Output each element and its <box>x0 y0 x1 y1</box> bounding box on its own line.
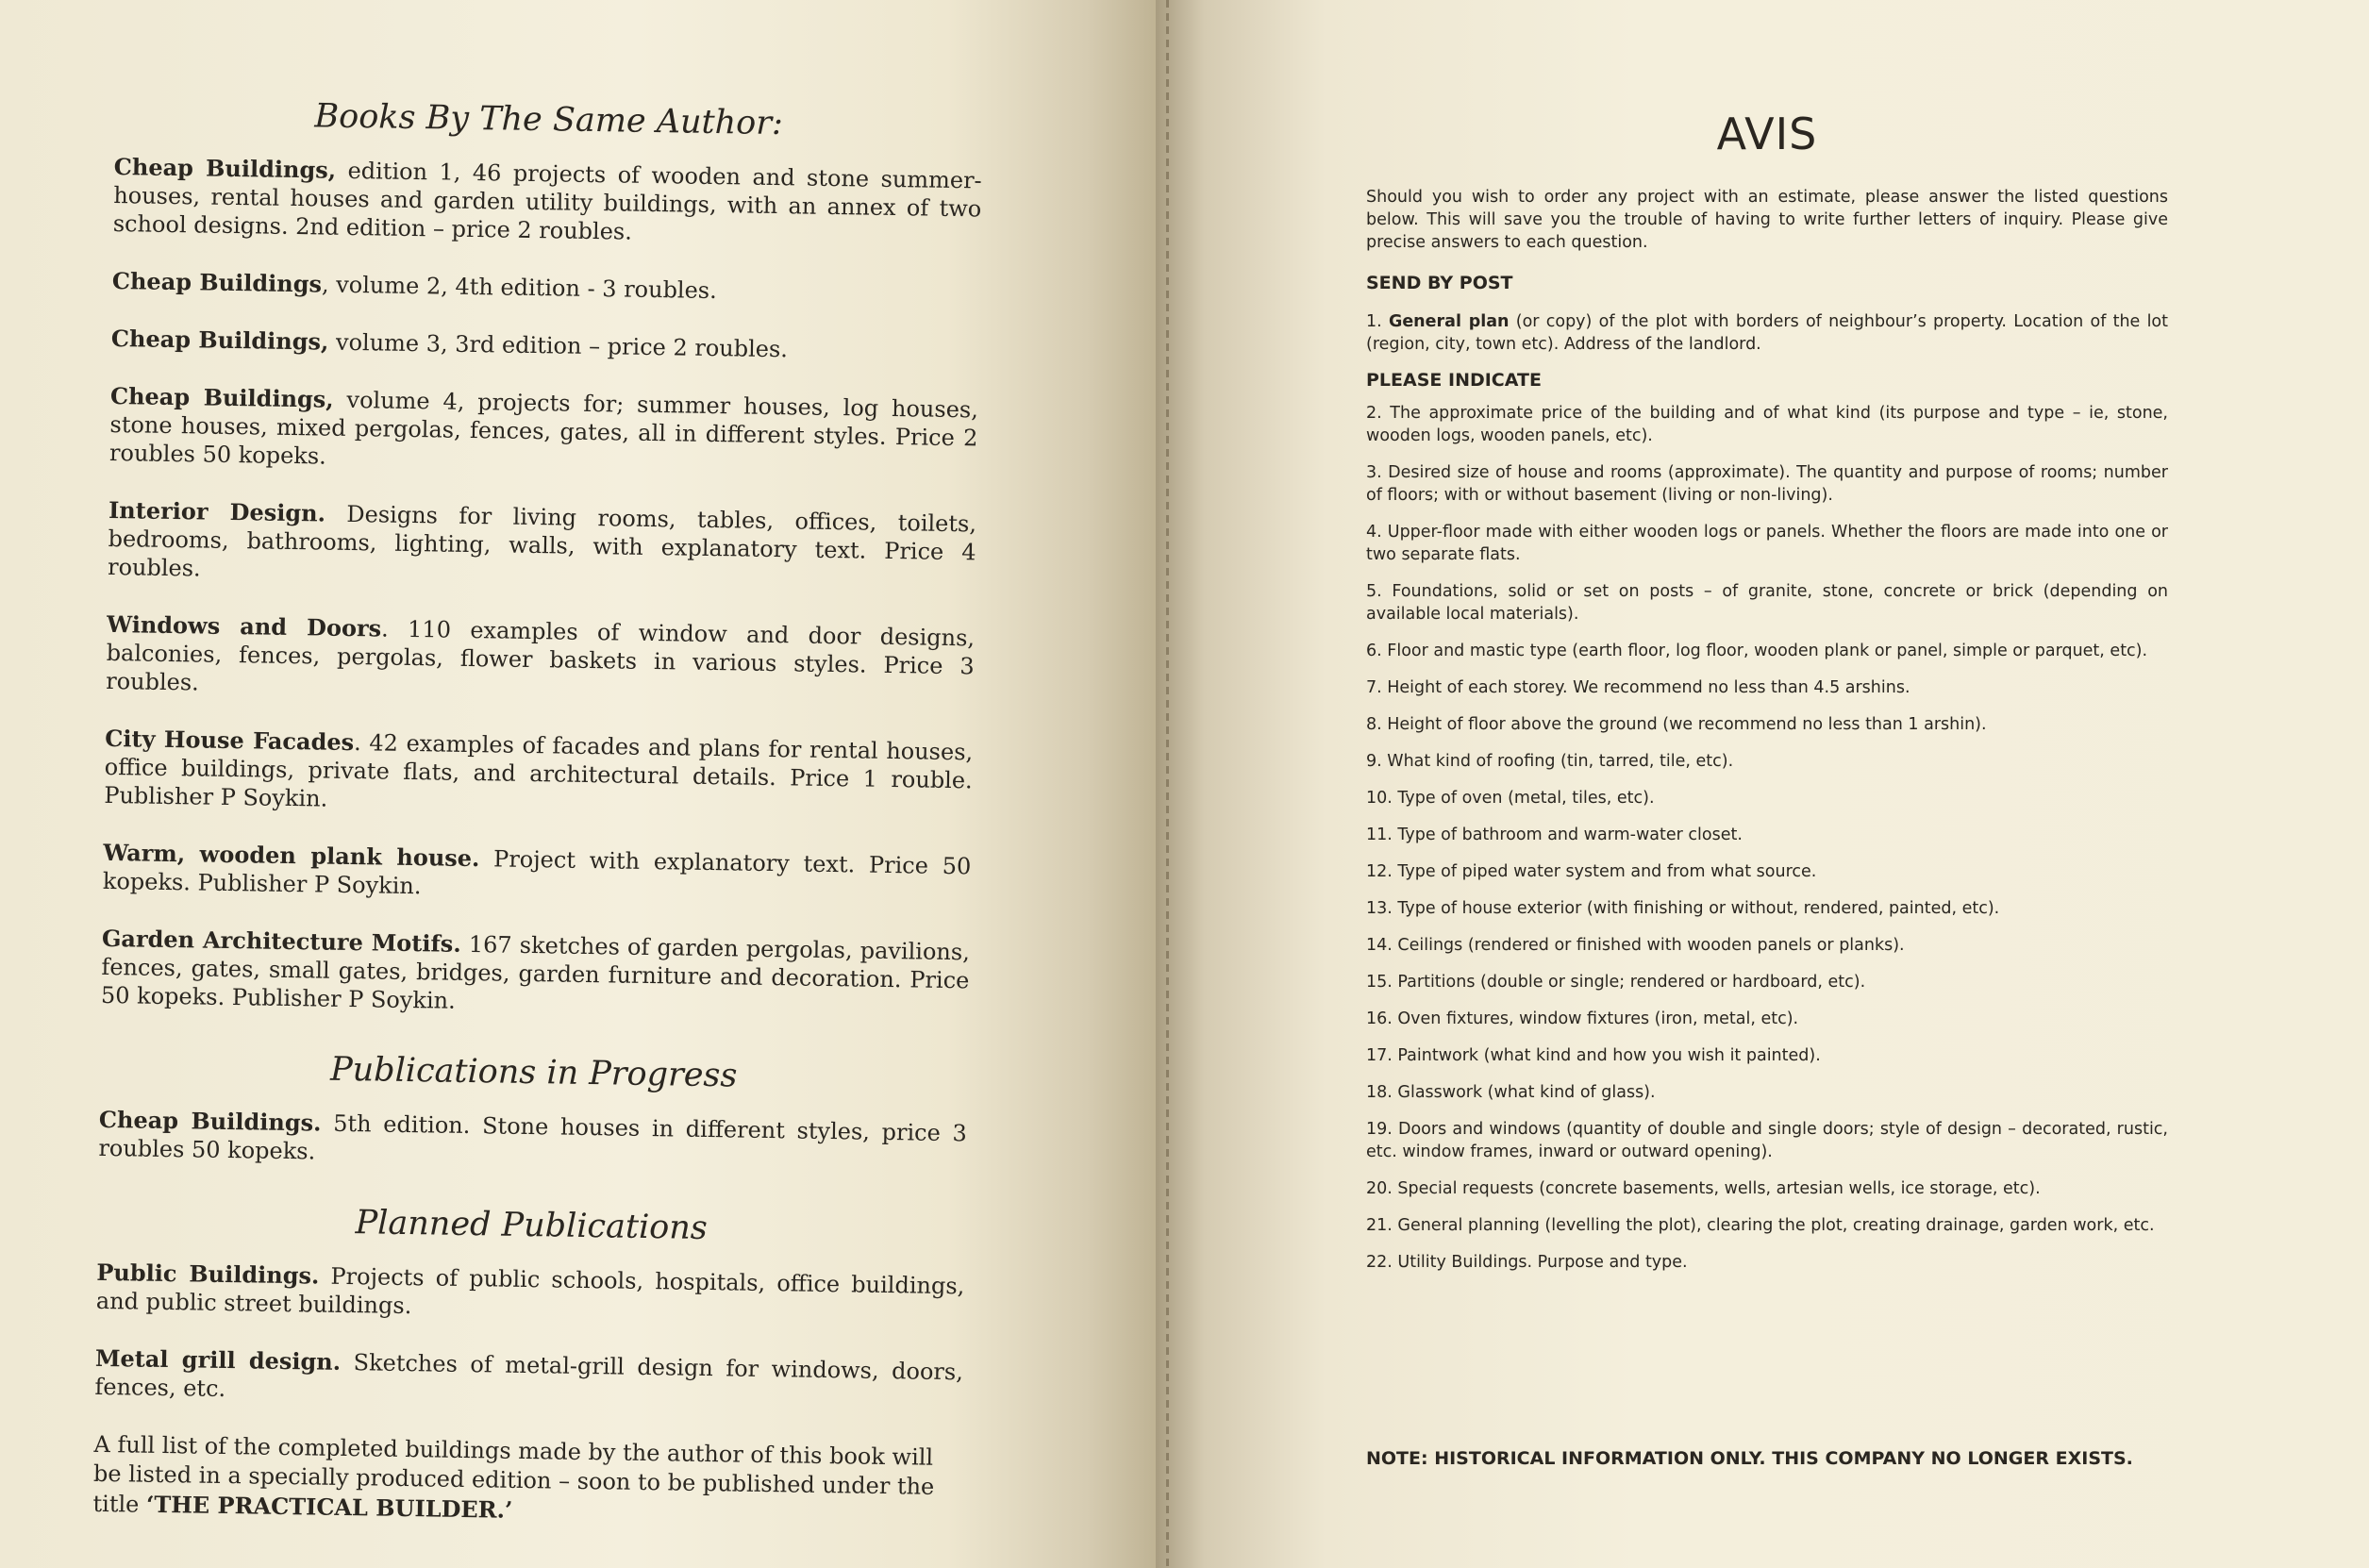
question-item: 20. Special requests (concrete basements, wells, artesian wells, ice storage, etc). <box>1366 1179 2041 1198</box>
question-item: 9. What kind of roofing (tin, tarred, tile, etc). <box>1366 752 1734 771</box>
book-entry-title: Cheap Buildings, <box>109 381 334 413</box>
please-indicate-heading: PLEASE INDICATE <box>1366 370 1542 391</box>
progress-entry-title: Cheap Buildings. <box>98 1105 322 1137</box>
question-item-1 <box>1366 310 2168 356</box>
book-entry <box>104 725 973 823</box>
book-entry <box>109 382 978 480</box>
question-item: 8. Height of floor above the ground (we recommend no less than 1 arshin). <box>1366 715 1987 734</box>
book-entry <box>111 325 979 366</box>
question-item: 10. Type of oven (metal, tiles, etc). <box>1366 789 1655 808</box>
planned-entry-title: Metal grill design. <box>94 1343 342 1376</box>
progress-entry <box>98 1106 967 1176</box>
historical-note: NOTE: HISTORICAL INFORMATION ONLY. THIS COMPANY NO LONGER EXISTS. <box>1366 1448 2133 1469</box>
book-entry <box>112 267 980 309</box>
book-entry-title: Cheap Buildings, <box>113 152 337 184</box>
book-entry-text: . 42 examples of facades and plans for rental houses, office buildings, private flats, and architectural details. Price 1 rouble. Publisher P Soykin. <box>104 729 974 812</box>
book-entry-text: 167 sketches of garden pergolas, pavilions, fences, gates, small gates, bridges, garden furniture and decoration. Price 50 kopeks. Publisher P Soykin. <box>100 930 971 1014</box>
question-item: 19. Doors and windows (quantity of double and single doors; style of design – decorated, rustic, etc. window frames, inward or outward opening). <box>1366 1120 2168 1161</box>
question-item: 5. Foundations, solid or set on posts – of granite, stone, concrete or brick (depending on available local materials). <box>1366 582 2168 624</box>
question-item: 15. Partitions (double or single; rendered or hardboard, etc). <box>1366 973 1866 992</box>
full-list-note-text: A full list of the completed buildings made by the author of this book will be listed in a specially produced edition – soon to be published under the title <box>92 1430 935 1518</box>
left-page <box>0 0 1156 1568</box>
question-item: 13. Type of house exterior (with finishing or without, rendered, painted, etc). <box>1366 899 2000 918</box>
planned-entry-title: Public Buildings. <box>96 1258 320 1290</box>
book-entry <box>106 610 975 709</box>
question-item: 14. Ceilings (rendered or finished with wooden panels or planks). <box>1366 936 1905 955</box>
general-plan-label: General plan <box>1388 312 1510 331</box>
books-by-author-heading: Books By The Same Author: <box>314 97 784 143</box>
planned-entry <box>94 1344 963 1414</box>
book-entry-title: Cheap Buildings <box>111 266 323 298</box>
book-entry <box>108 496 976 594</box>
book-entry-text: Designs for living rooms, tables, offices, toilets, bedrooms, bathrooms, lighting, walls, with explanatory text. Price 4 roubles. <box>107 500 977 582</box>
questions-list <box>1366 402 2168 1274</box>
question-item: 22. Utility Buildings. Purpose and type. <box>1366 1253 1688 1272</box>
book-entry-text: volume 3, 3rd edition – price 2 roubles. <box>328 328 789 363</box>
book-entry-title: Garden Architecture Motifs. <box>101 924 461 958</box>
book-entry-title: Interior Design. <box>108 495 326 527</box>
book-entry-title: Warm, wooden plank house. <box>103 838 480 873</box>
book-entry-title: City House Facades <box>105 724 355 757</box>
book-entry-text: . 110 examples of window and door designs, balconies, fences, pergolas, flower baskets in various styles. Price 3 roubles. <box>106 615 976 696</box>
book-entry <box>113 153 982 251</box>
book-entry-text: edition 1, 46 projects of wooden and stone summer-houses, rental houses and garden utility buildings, with an annex of two school designs. 2nd edition – price 2 roubles. <box>112 157 982 245</box>
question-1-text: (or copy) of the plot with borders of neighbour’s property. Location of the lot (region, city, town etc). Address of the landlord. <box>1366 312 2169 354</box>
question-1-number: 1. <box>1366 312 1389 331</box>
left-column <box>92 94 983 1555</box>
question-item: 21. General planning (levelling the plot), clearing the plot, creating drainage, garden work, etc. <box>1366 1216 2155 1235</box>
question-item: 2. The approximate price of the building and of what kind (its purpose and type – ie, stone, wooden logs, wooden panels, etc). <box>1366 404 2168 445</box>
book-entry-text: Project with explanatory text. Price 50 kopeks. Publisher P Soykin. <box>102 845 972 900</box>
practical-builder-title: ‘THE PRACTICAL BUILDER.’ <box>145 1490 513 1524</box>
binding-thread <box>1166 0 1169 1568</box>
progress-list <box>98 1106 967 1176</box>
intro-paragraph: Should you wish to order any project with an estimate, please answer the listed questions below. This will save you the trouble of having to write further letters of inquiry. Please give precise answers to each question. <box>1366 188 2168 252</box>
question-item: 4. Upper-floor made with either wooden logs or panels. Whether the floors are made into one or two separate flats. <box>1366 523 2168 564</box>
right-column <box>1366 108 2169 1469</box>
planned-publications-heading: Planned Publications <box>355 1204 709 1248</box>
question-item: 11. Type of bathroom and warm-water closet. <box>1366 826 1743 844</box>
planned-list <box>94 1259 964 1414</box>
progress-entry-text: 5th edition. Stone houses in different styles, price 3 roubles 50 kopeks. <box>98 1109 968 1165</box>
question-item: 17. Paintwork (what kind and how you wish it painted). <box>1366 1046 1821 1065</box>
avis-heading: AVIS <box>1716 108 1818 159</box>
full-list-note <box>92 1430 961 1532</box>
books-list <box>101 153 982 1023</box>
book-entry <box>103 839 972 909</box>
book-entry-text: , volume 2, 4th edition - 3 roubles. <box>321 271 717 305</box>
book-entry <box>101 925 970 1023</box>
question-item: 18. Glasswork (what kind of glass). <box>1366 1083 1656 1102</box>
book-entry-text: volume 4, projects for; summer houses, log houses, stone houses, mixed pergolas, fences, gates, all in different styles. Price 2 roubles 50 kopeks. <box>108 386 979 470</box>
publications-in-progress-heading: Publications in Progress <box>329 1050 738 1095</box>
question-item: 3. Desired size of house and rooms (approximate). The quantity and purpose of rooms; number of floors; with or without basement (living or non-living). <box>1366 463 2168 505</box>
planned-entry <box>96 1259 965 1328</box>
question-item: 16. Oven fixtures, window fixtures (iron, metal, etc). <box>1366 1009 1799 1028</box>
planned-entry-text: Sketches of metal-grill design for windows, doors, fences, etc. <box>94 1348 964 1403</box>
send-by-post-heading: SEND BY POST <box>1366 273 1513 293</box>
planned-entry-text: Projects of public schools, hospitals, office buildings, and public street buildings. <box>95 1262 965 1320</box>
question-item: 12. Type of piped water system and from what source. <box>1366 862 1817 881</box>
book-entry-title: Cheap Buildings, <box>110 324 329 356</box>
question-item: 7. Height of each storey. We recommend no less than 4.5 arshins. <box>1366 678 1910 697</box>
question-item: 6. Floor and mastic type (earth floor, log floor, wooden plank or panel, simple or parquet, etc). <box>1366 642 2148 660</box>
book-entry-title: Windows and Doors <box>106 609 382 642</box>
